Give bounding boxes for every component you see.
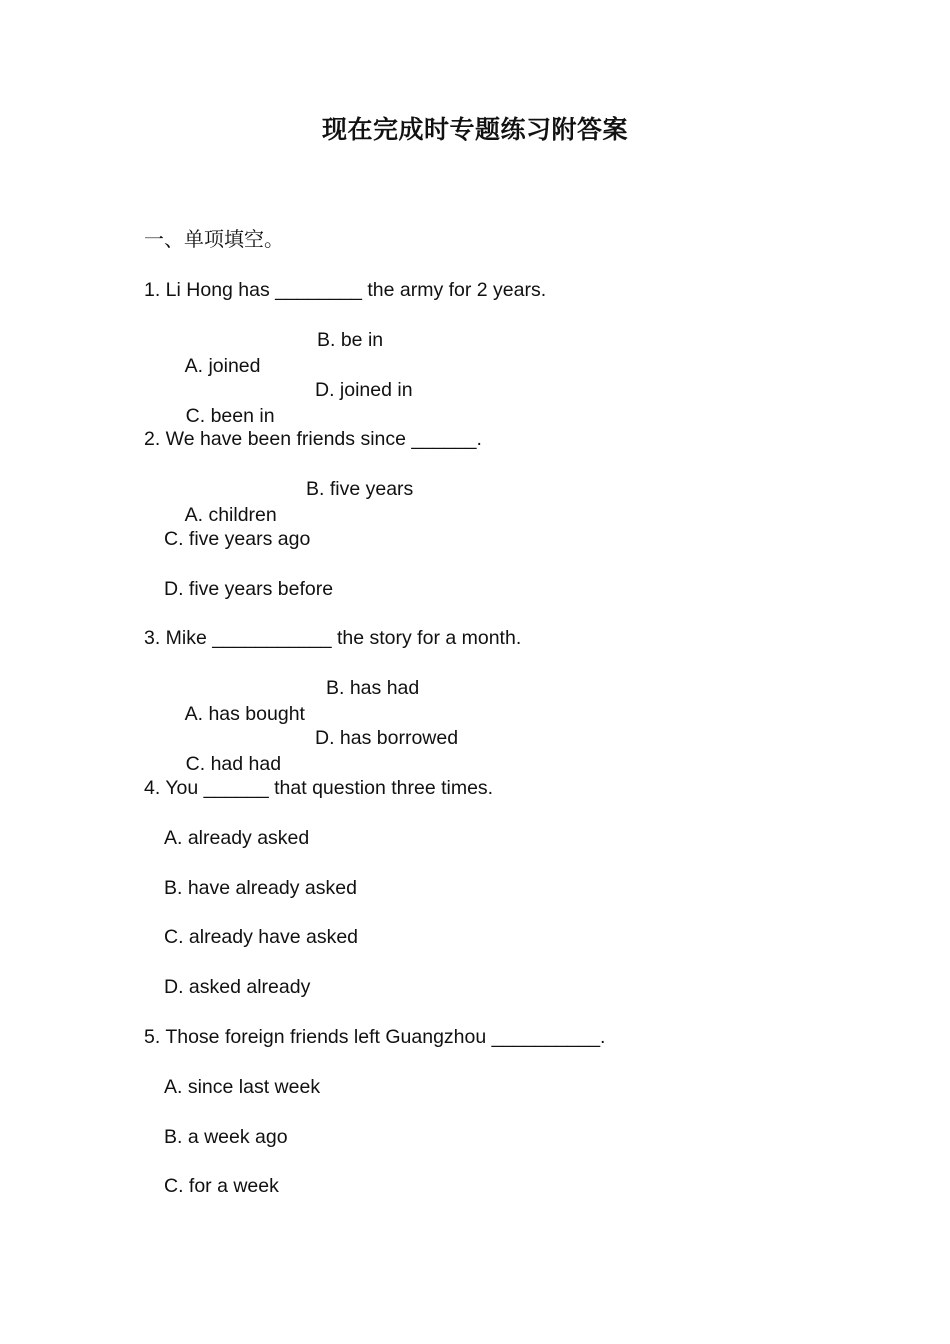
option-d: D. joined in	[315, 379, 413, 401]
question-4-option-c: C. already have asked	[164, 926, 359, 948]
option-c: C. been in	[185, 405, 275, 427]
section-heading: 一、单项填空。	[144, 227, 284, 251]
question-3-stem: 3. Mike ___________ the story for a month.	[144, 627, 522, 649]
option-b: B. has had	[326, 677, 420, 699]
option-a: A. children	[184, 504, 277, 526]
option-d: D. has borrowed	[315, 727, 459, 749]
question-1-stem: 1. Li Hong has ________ the army for 2 years.	[144, 279, 547, 301]
question-5-option-c: C. for a week	[164, 1175, 279, 1197]
question-5-stem: 5. Those foreign friends left Guangzhou __________.	[144, 1026, 606, 1048]
question-5-option-a: A. since last week	[164, 1076, 321, 1098]
question-2-option-d: D. five years before	[164, 578, 334, 600]
option-a: A. has bought	[184, 703, 305, 725]
question-5-option-b: B. a week ago	[164, 1126, 288, 1148]
question-4-stem: 4. You ______ that question three times.	[144, 777, 494, 799]
question-2-option-c: C. five years ago	[164, 528, 311, 550]
question-4-option-d: D. asked already	[164, 976, 311, 998]
page-title: 现在完成时专题练习附答案	[321, 115, 628, 144]
option-b: B. be in	[317, 329, 384, 351]
question-2-stem: 2. We have been friends since ______.	[144, 428, 482, 450]
option-c: C. had had	[185, 753, 282, 775]
question-4-option-b: B. have already asked	[164, 877, 357, 899]
option-b: B. five years	[306, 478, 414, 500]
option-a: A. joined	[184, 355, 261, 377]
question-4-option-a: A. already asked	[164, 827, 310, 849]
